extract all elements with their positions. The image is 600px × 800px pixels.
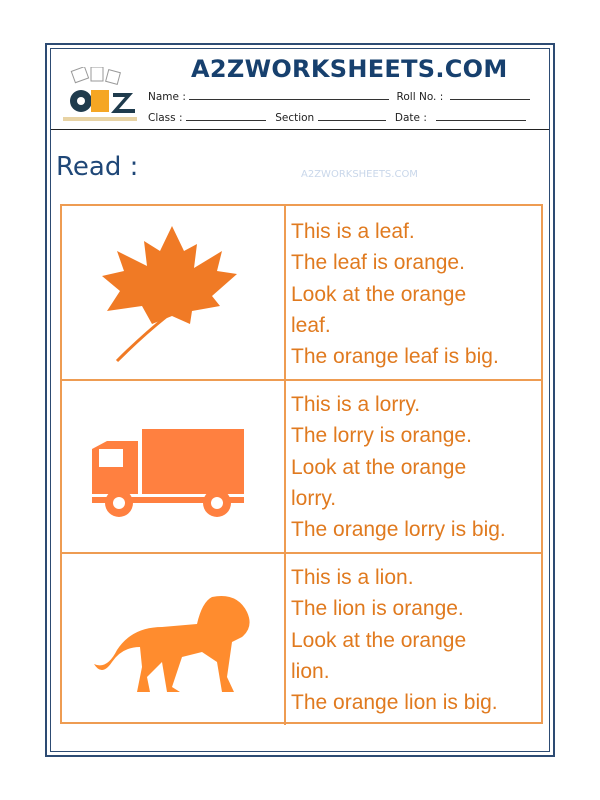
watermark: A2ZWORKSHEETS.COM <box>301 169 418 180</box>
name-field[interactable] <box>189 89 389 100</box>
worksheet-frame <box>45 43 555 757</box>
table-row <box>62 552 541 725</box>
class-label: Class : <box>148 112 183 124</box>
date-field[interactable] <box>436 110 526 121</box>
sentence: This is a lorry. <box>291 393 421 416</box>
sentence: leaf. <box>291 313 331 337</box>
sentence: lorry. <box>291 486 337 510</box>
roll-field[interactable] <box>450 89 530 100</box>
section-label: Section <box>275 112 315 124</box>
sentence: lion. <box>291 659 330 683</box>
page-heading: Read : <box>56 152 139 182</box>
sentence: The orange lorry is big. <box>291 518 506 542</box>
site-title: A2ZWORKSHEETS.COM <box>191 55 508 83</box>
sentence: The orange lion is big. <box>291 691 498 715</box>
name-label: Name : <box>148 91 186 103</box>
sentence: This is a lion. <box>291 566 414 589</box>
section-field[interactable] <box>318 110 386 121</box>
a2z-logo <box>59 67 141 123</box>
roll-label: Roll No. : <box>396 91 444 103</box>
date-label: Date : <box>394 112 427 124</box>
sentence: Look at the orange <box>291 455 467 479</box>
class-field[interactable] <box>186 110 266 121</box>
sentence: The lorry is orange. <box>291 424 472 448</box>
sentence: Look at the orange <box>291 628 467 652</box>
maple-leaf-icon <box>62 206 284 379</box>
lorry-icon <box>62 379 284 552</box>
reading-table <box>60 204 543 724</box>
sentence: The orange leaf is big. <box>291 345 499 369</box>
sentence: Look at the orange <box>291 282 467 306</box>
sentence: The lion is orange. <box>291 597 464 621</box>
table-row <box>62 379 541 554</box>
sentence: This is a leaf. <box>291 220 415 243</box>
table-row <box>62 206 541 381</box>
sentence: The leaf is orange. <box>291 251 465 275</box>
lion-icon <box>62 552 284 725</box>
worksheet-header <box>51 49 549 130</box>
